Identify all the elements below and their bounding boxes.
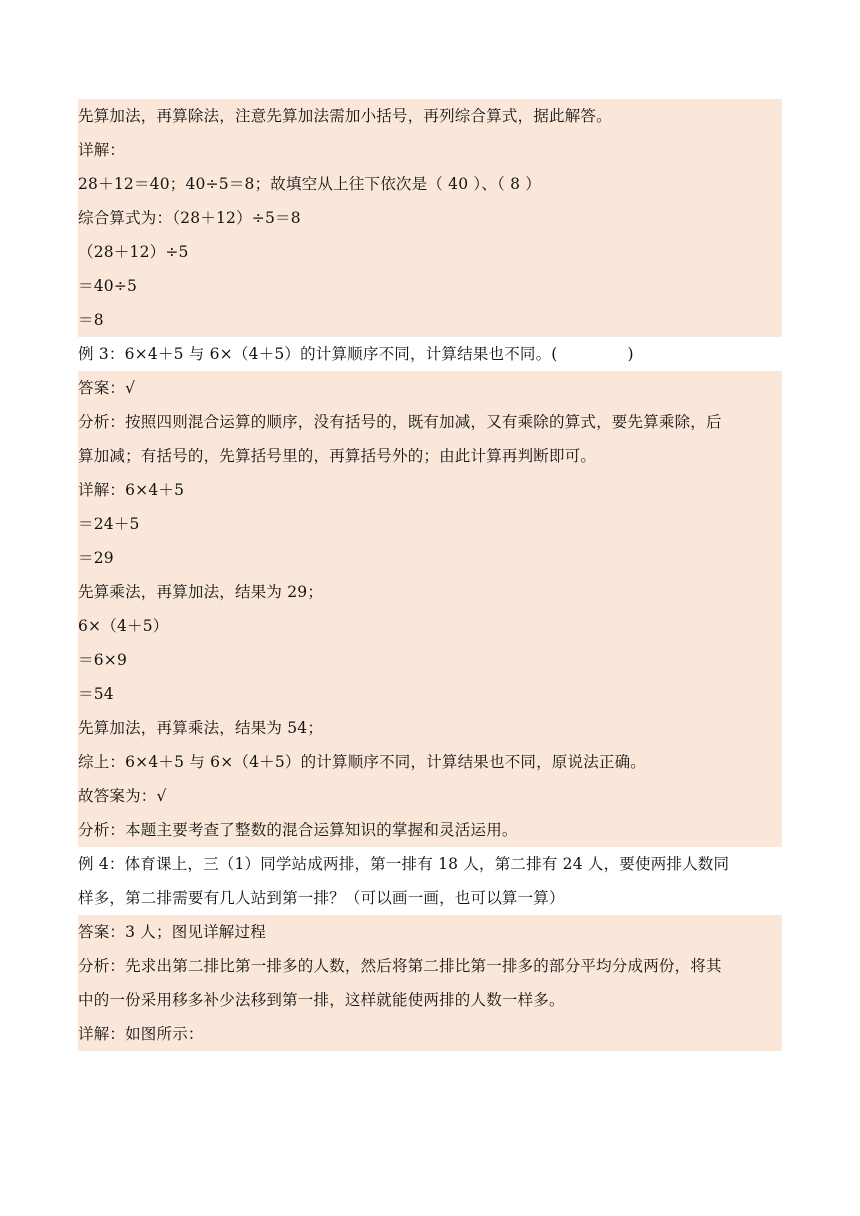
text-line: 先算乘法，再算加法，结果为 29；	[78, 583, 324, 601]
question-text: 例 3：6×4＋5 与 6×（4＋5）的计算顺序不同，计算结果也不同。(	[78, 345, 558, 363]
question-close-paren: )	[627, 345, 634, 363]
text-line: 详解：如图所示：	[78, 1025, 204, 1043]
solution-block-example-3	[78, 371, 782, 847]
text-line: 分析：按照四则混合运算的顺序，没有括号的，既有加减，又有乘除的算式，要先算乘除，后	[78, 413, 722, 431]
solution-block-example-2	[78, 99, 782, 337]
text-line: 详解：	[78, 141, 126, 159]
text-line: 分析：先求出第二排比第一排多的人数，然后将第二排比第一排多的部分平均分成两份，将其	[78, 957, 722, 975]
text-line: 答案：3 人；图见详解过程	[78, 923, 266, 941]
question-example-3	[78, 337, 782, 371]
document-page	[78, 99, 782, 1051]
text-line: 综上：6×4＋5 与 6×（4＋5）的计算顺序不同，计算结果也不同，原说法正确。	[78, 753, 647, 771]
text-line: 综合算式为：（28＋12）÷5＝8	[78, 209, 301, 227]
text-line: ＝40÷5	[78, 277, 138, 295]
text-line: 先算加法，再算乘法，结果为 54；	[78, 719, 324, 737]
text-line: ＝24＋5	[78, 515, 140, 533]
text-line: 详解：6×4＋5	[78, 481, 185, 499]
text-line: 先算加法，再算除法，注意先算加法需加小括号，再列综合算式，据此解答。	[78, 107, 612, 125]
question-line: 样多，第二排需要有几人站到第一排？（可以画一画，也可以算一算）	[78, 889, 565, 907]
text-line: ＝54	[78, 685, 114, 703]
text-line: 答案：√	[78, 379, 136, 397]
question-example-4	[78, 847, 782, 915]
text-line: 6×（4＋5）	[78, 617, 169, 635]
text-line: 中的一份采用移多补少法移到第一排，这样就能使两排的人数一样多。	[78, 991, 565, 1009]
text-line: ＝6×9	[78, 651, 128, 669]
text-line: ＝8	[78, 311, 104, 329]
question-line: 例 4：体育课上，三（1）同学站成两排，第一排有 18 人，第二排有 24 人，要使两排人数同	[78, 855, 730, 873]
text-line: ＝29	[78, 549, 114, 567]
text-line: 故答案为：√	[78, 787, 167, 805]
question-line	[78, 337, 782, 371]
text-line: 算加减；有括号的，先算括号里的，再算括号外的；由此计算再判断即可。	[78, 447, 597, 465]
text-line: （28＋12）÷5	[78, 243, 189, 261]
text-line: 28＋12＝40；40÷5＝8；故填空从上往下依次是（ 40 ）、（ 8 ）	[78, 175, 541, 193]
text-line: 分析：本题主要考查了整数的混合运算知识的掌握和灵活运用。	[78, 821, 518, 839]
solution-block-example-4	[78, 915, 782, 1051]
